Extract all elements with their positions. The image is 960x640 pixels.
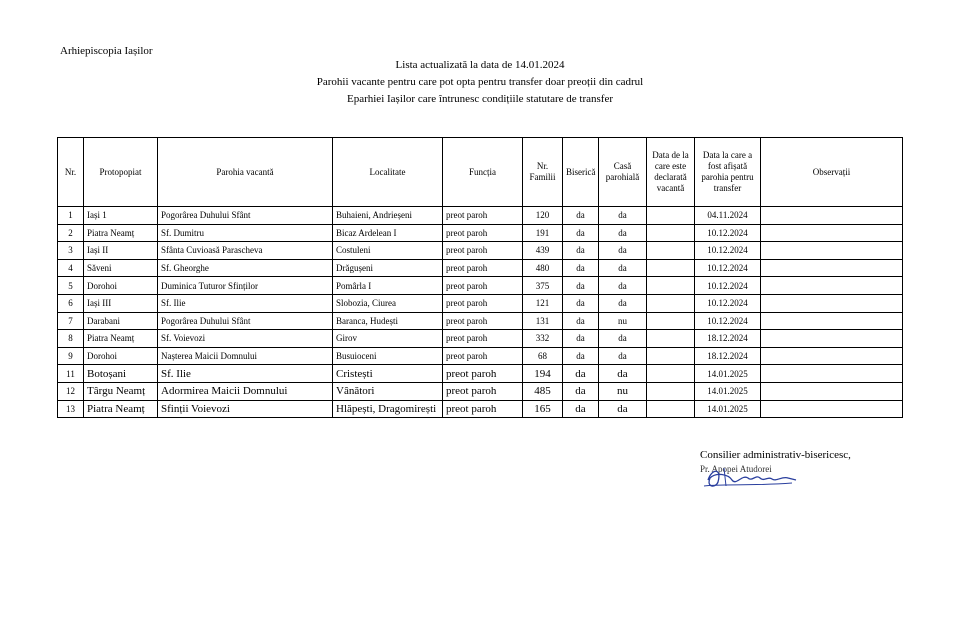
- row-number: 13: [58, 400, 84, 418]
- parish-house-cell: da: [599, 294, 647, 312]
- protopopiat-cell: Darabani: [84, 312, 158, 330]
- table-row: [58, 207, 903, 225]
- organization-name: Arhiepiscopia Iașilor: [60, 45, 153, 57]
- table-row: [58, 400, 903, 418]
- protopopiat-cell: Piatra Neamț: [84, 224, 158, 242]
- row-number: 4: [58, 259, 84, 277]
- row-number: 9: [58, 347, 84, 365]
- posting-date-cell: 04.11.2024: [695, 207, 761, 225]
- church-cell: da: [563, 277, 599, 295]
- table-row: [58, 382, 903, 400]
- posting-date-cell: 14.01.2025: [695, 400, 761, 418]
- vacancy-date-cell: [647, 224, 695, 242]
- table-row: [58, 312, 903, 330]
- locality-cell: Cristești: [333, 365, 443, 383]
- church-cell: da: [563, 347, 599, 365]
- function-cell: preot paroh: [443, 277, 523, 295]
- table-row: [58, 224, 903, 242]
- families-count-cell: 375: [523, 277, 563, 295]
- parish-house-cell: da: [599, 277, 647, 295]
- column-header: Data de la care este declarată vacantă: [647, 138, 695, 207]
- church-cell: da: [563, 259, 599, 277]
- signature-title: Consilier administrativ-bisericesc,: [700, 449, 851, 461]
- church-cell: da: [563, 400, 599, 418]
- parish-house-cell: da: [599, 330, 647, 348]
- posting-date-cell: 10.12.2024: [695, 312, 761, 330]
- function-cell: preot paroh: [443, 330, 523, 348]
- parish-house-cell: da: [599, 365, 647, 383]
- vacancy-date-cell: [647, 259, 695, 277]
- posting-date-cell: 14.01.2025: [695, 382, 761, 400]
- church-cell: da: [563, 242, 599, 260]
- locality-cell: Girov: [333, 330, 443, 348]
- table-row: [58, 242, 903, 260]
- families-count-cell: 332: [523, 330, 563, 348]
- vacancy-date-cell: [647, 277, 695, 295]
- parish-cell: Sfânta Cuvioasă Parascheva: [158, 242, 333, 260]
- column-header: Casă parohială: [599, 138, 647, 207]
- row-number: 1: [58, 207, 84, 225]
- families-count-cell: 121: [523, 294, 563, 312]
- church-cell: da: [563, 365, 599, 383]
- protopopiat-cell: Piatra Neamț: [84, 400, 158, 418]
- parish-house-cell: nu: [599, 382, 647, 400]
- observations-cell: [761, 207, 903, 225]
- locality-cell: Baranca, Hudești: [333, 312, 443, 330]
- table-row: [58, 365, 903, 383]
- function-cell: preot paroh: [443, 400, 523, 418]
- vacancy-date-cell: [647, 382, 695, 400]
- table-header-row: [58, 138, 903, 207]
- function-cell: preot paroh: [443, 224, 523, 242]
- parish-cell: Nașterea Maicii Domnului: [158, 347, 333, 365]
- column-header: Funcția: [443, 138, 523, 207]
- parish-cell: Sf. Voievozi: [158, 330, 333, 348]
- locality-cell: Pomârla I: [333, 277, 443, 295]
- table-row: [58, 259, 903, 277]
- church-cell: da: [563, 224, 599, 242]
- posting-date-cell: 18.12.2024: [695, 347, 761, 365]
- parish-cell: Pogorârea Duhului Sfânt: [158, 207, 333, 225]
- church-cell: da: [563, 312, 599, 330]
- table-row: [58, 330, 903, 348]
- posting-date-cell: 10.12.2024: [695, 277, 761, 295]
- observations-cell: [761, 400, 903, 418]
- column-header: Data la care a fost afișată parohia pentru transfer: [695, 138, 761, 207]
- row-number: 3: [58, 242, 84, 260]
- protopopiat-cell: Botoșani: [84, 365, 158, 383]
- function-cell: preot paroh: [443, 207, 523, 225]
- protopopiat-cell: Dorohoi: [84, 347, 158, 365]
- posting-date-cell: 10.12.2024: [695, 242, 761, 260]
- row-number: 12: [58, 382, 84, 400]
- observations-cell: [761, 312, 903, 330]
- protopopiat-cell: Săveni: [84, 259, 158, 277]
- observations-cell: [761, 224, 903, 242]
- column-header: Nr.: [58, 138, 84, 207]
- observations-cell: [761, 294, 903, 312]
- families-count-cell: 165: [523, 400, 563, 418]
- parish-house-cell: nu: [599, 312, 647, 330]
- vacancy-date-cell: [647, 294, 695, 312]
- column-header: Observații: [761, 138, 903, 207]
- locality-cell: Slobozia, Ciurea: [333, 294, 443, 312]
- parish-cell: Sf. Ilie: [158, 294, 333, 312]
- observations-cell: [761, 259, 903, 277]
- column-header: Biserică: [563, 138, 599, 207]
- protopopiat-cell: Iași 1: [84, 207, 158, 225]
- row-number: 5: [58, 277, 84, 295]
- protopopiat-cell: Târgu Neamț: [84, 382, 158, 400]
- function-cell: preot paroh: [443, 259, 523, 277]
- observations-cell: [761, 347, 903, 365]
- parish-cell: Duminica Tuturor Sfinților: [158, 277, 333, 295]
- table-body: [58, 207, 903, 418]
- families-count-cell: 131: [523, 312, 563, 330]
- list-title-line-2: Eparhiei Iașilor care întrunesc condițiile statutare de transfer: [346, 93, 614, 105]
- row-number: 11: [58, 365, 84, 383]
- function-cell: preot paroh: [443, 365, 523, 383]
- column-header: Parohia vacantă: [158, 138, 333, 207]
- vacancy-date-cell: [647, 242, 695, 260]
- parish-house-cell: da: [599, 224, 647, 242]
- parish-cell: Adormirea Maicii Domnului: [158, 382, 333, 400]
- row-number: 8: [58, 330, 84, 348]
- row-number: 2: [58, 224, 84, 242]
- observations-cell: [761, 382, 903, 400]
- list-date-heading: Lista actualizată la data de 14.01.2024: [395, 59, 565, 71]
- families-count-cell: 68: [523, 347, 563, 365]
- church-cell: da: [563, 382, 599, 400]
- function-cell: preot paroh: [443, 242, 523, 260]
- church-cell: da: [563, 330, 599, 348]
- families-count-cell: 120: [523, 207, 563, 225]
- parish-house-cell: da: [599, 259, 647, 277]
- function-cell: preot paroh: [443, 382, 523, 400]
- vacant-parishes-table: [57, 137, 903, 418]
- church-cell: da: [563, 294, 599, 312]
- handwritten-signature: [702, 462, 802, 492]
- parish-house-cell: da: [599, 400, 647, 418]
- locality-cell: Vânători: [333, 382, 443, 400]
- locality-cell: Hlăpești, Dragomirești: [333, 400, 443, 418]
- parish-house-cell: da: [599, 347, 647, 365]
- vacancy-date-cell: [647, 330, 695, 348]
- families-count-cell: 191: [523, 224, 563, 242]
- observations-cell: [761, 365, 903, 383]
- function-cell: preot paroh: [443, 294, 523, 312]
- vacancy-date-cell: [647, 400, 695, 418]
- vacancy-date-cell: [647, 312, 695, 330]
- table-row: [58, 347, 903, 365]
- table-row: [58, 294, 903, 312]
- posting-date-cell: 10.12.2024: [695, 294, 761, 312]
- function-cell: preot paroh: [443, 312, 523, 330]
- vacancy-date-cell: [647, 365, 695, 383]
- row-number: 7: [58, 312, 84, 330]
- families-count-cell: 485: [523, 382, 563, 400]
- protopopiat-cell: Piatra Neamț: [84, 330, 158, 348]
- church-cell: da: [563, 207, 599, 225]
- observations-cell: [761, 330, 903, 348]
- families-count-cell: 480: [523, 259, 563, 277]
- parish-house-cell: da: [599, 242, 647, 260]
- posting-date-cell: 10.12.2024: [695, 224, 761, 242]
- parish-house-cell: da: [599, 207, 647, 225]
- locality-cell: Buhaieni, Andrieșeni: [333, 207, 443, 225]
- signature-name: Pr. Apopei Atudorei: [700, 464, 772, 474]
- families-count-cell: 439: [523, 242, 563, 260]
- row-number: 6: [58, 294, 84, 312]
- protopopiat-cell: Dorohoi: [84, 277, 158, 295]
- table-row: [58, 277, 903, 295]
- observations-cell: [761, 277, 903, 295]
- posting-date-cell: 18.12.2024: [695, 330, 761, 348]
- locality-cell: Bicaz Ardelean I: [333, 224, 443, 242]
- vacancy-date-cell: [647, 347, 695, 365]
- parish-cell: Sf. Ilie: [158, 365, 333, 383]
- column-header: Localitate: [333, 138, 443, 207]
- observations-cell: [761, 242, 903, 260]
- families-count-cell: 194: [523, 365, 563, 383]
- posting-date-cell: 14.01.2025: [695, 365, 761, 383]
- parish-cell: Pogorârea Duhului Sfânt: [158, 312, 333, 330]
- list-title-line-1: Parohii vacante pentru care pot opta pentru transfer doar preoții din cadrul: [316, 76, 644, 88]
- column-header: Protopopiat: [84, 138, 158, 207]
- parish-cell: Sf. Gheorghe: [158, 259, 333, 277]
- protopopiat-cell: Iași II: [84, 242, 158, 260]
- function-cell: preot paroh: [443, 347, 523, 365]
- locality-cell: Drăgușeni: [333, 259, 443, 277]
- posting-date-cell: 10.12.2024: [695, 259, 761, 277]
- locality-cell: Busuioceni: [333, 347, 443, 365]
- parish-cell: Sfinții Voievozi: [158, 400, 333, 418]
- vacancy-date-cell: [647, 207, 695, 225]
- parish-cell: Sf. Dumitru: [158, 224, 333, 242]
- column-header: Nr. Familii: [523, 138, 563, 207]
- locality-cell: Costuleni: [333, 242, 443, 260]
- protopopiat-cell: Iași III: [84, 294, 158, 312]
